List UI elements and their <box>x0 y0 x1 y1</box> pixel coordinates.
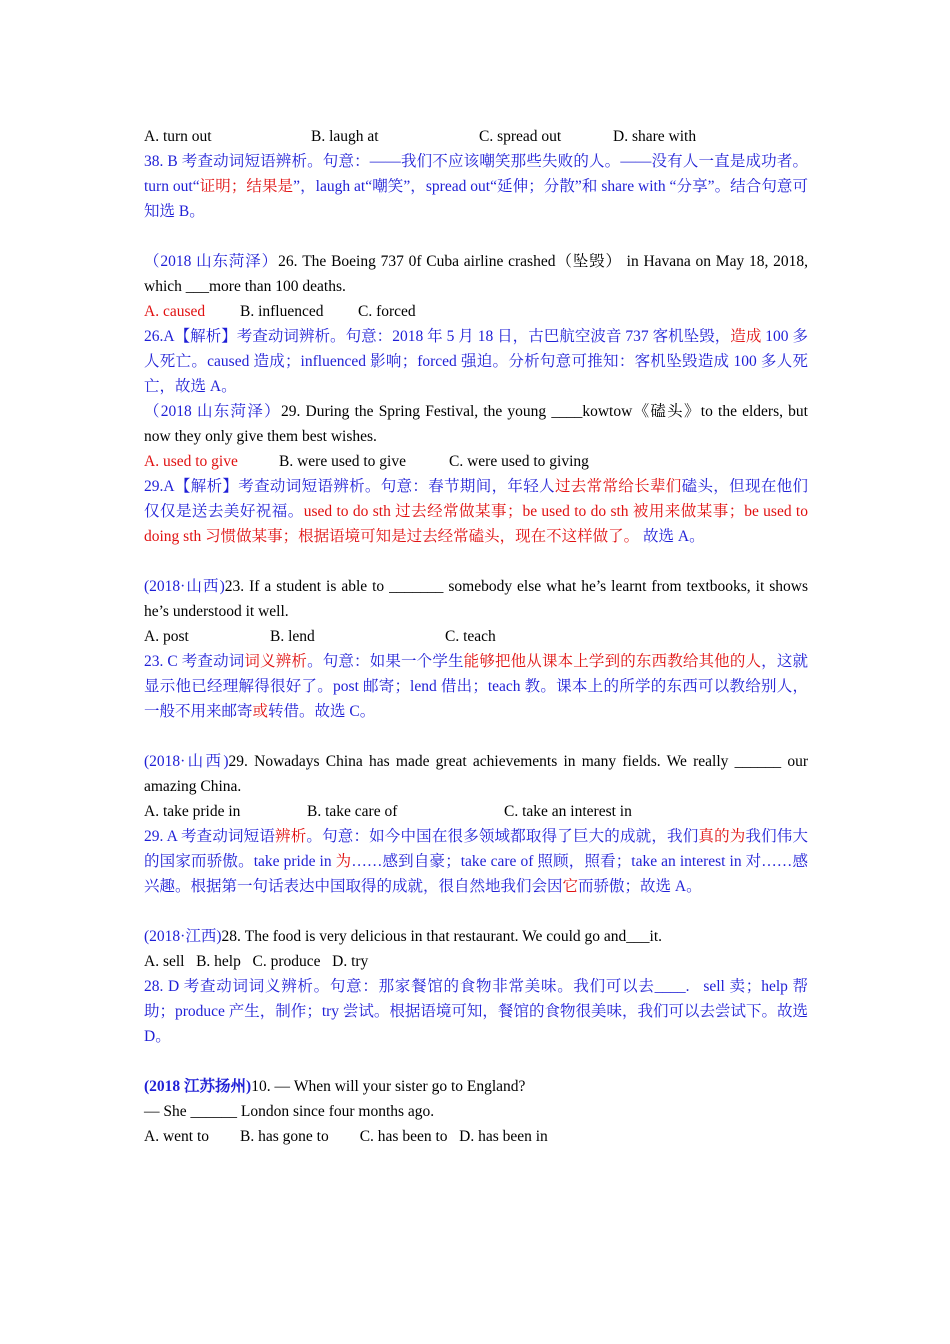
option-b: B. laugh at <box>311 128 379 145</box>
answer-explanation: 38. B 考查动词短语辨析。句意：——我们不应该嘲笑那些失败的人。——没有人一直是成功者。turn out“证明；结果是”，laugh at“嘲笑”，spread out“延伸；分散”和 share with “分享”。结合句意可知选 B。 <box>144 153 808 220</box>
option-b: B. lend <box>270 628 315 645</box>
question-options <box>144 299 808 324</box>
question-stem: (2018·山西)23. If a student is able to _______ somebody else what he’s learnt from textbooks, it shows he’s understood it well. <box>144 578 808 620</box>
question-source: (2018·山西) <box>144 753 229 770</box>
option-c: C. teach <box>445 628 496 645</box>
answer-explanation: 23. C 考查动词词义辨析。句意：如果一个学生能够把他从课本上学到的东西教给其他的人，这就显示他已经理解得很好了。post 邮寄；lend 借出；teach 教。课本上的所学的东西可以教给别人，一般不用来邮寄或转借。故选 C。 <box>144 653 808 720</box>
option-a: A. turn out <box>144 128 212 145</box>
question-options <box>144 449 808 474</box>
question-source: (2018 江苏扬州) <box>144 1078 252 1095</box>
option-c: C. take an interest in <box>504 803 632 820</box>
question-stem: （2018 山东菏泽）29. During the Spring Festival, the young ____kowtow《磕头》to the elders, but now they only give them best wishes. <box>144 403 808 445</box>
question-source: (2018·江西) <box>144 928 222 945</box>
option-c: C. were used to giving <box>449 453 589 470</box>
question-stem: (2018·山西)29. Nowadays China has made great achievements in many fields. We really ______ our amazing China. <box>144 753 808 795</box>
answer-explanation: 29. A 考查动词短语辨析。句意：如今中国在很多领域都取得了巨大的成就，我们真的为我们伟大的国家而骄傲。take pride in 为……感到自豪；take care of 照顾，照看；take an interest in 对……感兴趣。根据第一句话表达中国取得的成就，很自然地我们会因它而骄傲；故选 A。 <box>144 828 808 895</box>
question-source: （2018 山东菏泽） <box>144 403 281 420</box>
question-options <box>144 799 808 824</box>
option-a: A. take pride in <box>144 803 241 820</box>
question-stem-line: — She ______ London since four months ago. <box>144 1103 435 1120</box>
question-options <box>144 624 808 649</box>
option-a: A. caused <box>144 303 206 320</box>
option-d: D. share with <box>613 128 697 145</box>
option-b: B. take care of <box>307 803 398 820</box>
option-a: A. used to give <box>144 453 238 470</box>
option-b: B. were used to give <box>279 453 406 470</box>
document-page <box>144 124 812 1149</box>
question-stem: (2018 江苏扬州)10. — When will your sister go to England? <box>144 1078 526 1095</box>
answer-explanation: 29.A【解析】考查动词短语辨析。句意：春节期间，年轻人过去常常给长辈们磕头，但现在他们仅仅是送去美好祝福。used to do sth 过去经常做某事；be used to do sth 被用来做某事；be used to doing sth 习惯做某事；根据语境可知是过去经常磕头，现在不这样做了。 故选 A。 <box>144 478 808 545</box>
option-c: C. forced <box>358 303 416 320</box>
question-source: (2018·山西) <box>144 578 225 595</box>
option-b: B. influenced <box>240 303 324 320</box>
question-options: A. sell B. help C. produce D. try <box>144 953 369 970</box>
question-options: A. went to B. has gone to C. has been to D. has been in <box>144 1128 548 1145</box>
question-stem: (2018·江西)28. The food is very delicious in that restaurant. We could go and___it. <box>144 928 663 945</box>
answer-explanation: 26.A【解析】考查动词辨析。句意：2018 年 5 月 18 日，古巴航空波音 737 客机坠毁，造成 100 多人死亡。caused 造成；influenced 影响；forced 强迫。分析句意可推知：客机坠毁造成 100 多人死亡，故选 A。 <box>144 328 808 395</box>
option-c: C. spread out <box>479 128 562 145</box>
answer-explanation: 28. D 考查动词词义辨析。句意：那家餐馆的食物非常美味。我们可以去____. sell 卖；help 帮助；produce 产生，制作；try 尝试。根据语境可知，餐馆的食物很美味，我们可以去尝试下。故选 D。 <box>144 978 812 1045</box>
question-source: （2018 山东菏泽） <box>144 253 279 270</box>
option-a: A. post <box>144 628 189 645</box>
question-stem: （2018 山东菏泽）26. The Boeing 737 0f Cuba airline crashed（坠毁） in Havana on May 18, 2018, which ___more than 100 deaths. <box>144 253 808 295</box>
question-options <box>144 124 808 149</box>
